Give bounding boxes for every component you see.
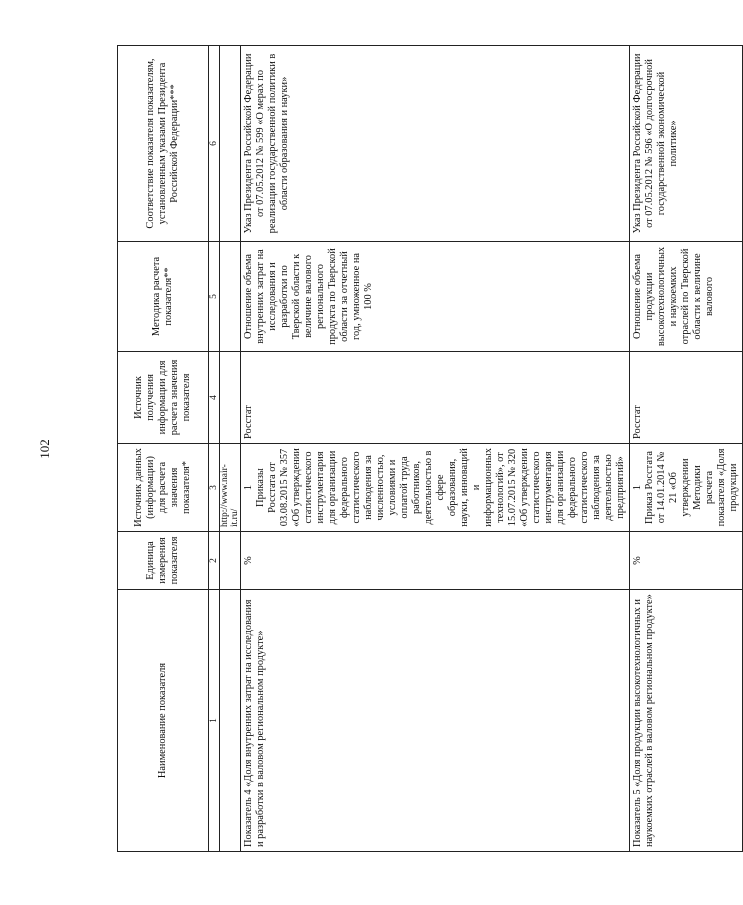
column-number: 2 (209, 532, 220, 590)
url-spacer (220, 590, 241, 852)
url-cell: http://www.nair-it.ru/ (220, 444, 241, 532)
indicator-info-source: Росстат (630, 352, 743, 444)
header-unit: Единица измерения показателя (118, 532, 209, 590)
header-method: Методика расчета показателя** (118, 242, 209, 352)
column-number: 3 (209, 444, 220, 532)
header-data-source: Источник данных (информации) для расчета значения показателя* (118, 444, 209, 532)
header-decree: Соответствие показателя показателям, установленным указами Президента Российской Федерации*** (118, 46, 209, 242)
indicator-method: Отношение объема продукции высокотехнологичных и наукоемких отраслей по Тверской области к величине валового (630, 242, 743, 352)
url-spacer (220, 242, 241, 352)
url-spacer (220, 352, 241, 444)
indicator-decree: Указ Президента Российской Федерации от 07.05.2012 № 596 «О долгосрочной государственной экономической политике» (630, 46, 743, 242)
table-row (241, 46, 630, 852)
column-number-row (209, 46, 220, 852)
header-info-source: Источник получения информации для расчета значения показателя (118, 352, 209, 444)
indicator-unit: % (241, 532, 630, 590)
indicator-unit: % (630, 532, 743, 590)
rotated-table-wrapper (117, 46, 739, 852)
column-number: 4 (209, 352, 220, 444)
indicator-table (117, 45, 743, 852)
url-spacer (220, 46, 241, 242)
column-number: 5 (209, 242, 220, 352)
column-number: 6 (209, 46, 220, 242)
indicator-data-source: 1 Приказ Росстата от 14.01.2014 № 21 «Об утверждении Методики расчета показателя «Доля продукции (630, 444, 743, 532)
url-row (220, 46, 241, 852)
url-spacer (220, 532, 241, 590)
header-row (118, 46, 209, 852)
indicator-method: Отношение объема внутренних затрат на исследования и разработки по Тверской области к величине валового регионального продукта по Тверской области за отчетный год, умноженное на 100 % (241, 242, 630, 352)
indicator-data-source: 1 Приказы Росстата от 03.08.2015 № 357 «Об утверждении статистического инструментария для организации федерального статистического наблюдения за численностью, условиями и оплатой труда работников, деятельностью в сфере образования, науки, инноваций и информационных технологий», от 15.07.2015 № 320 «Об утверждении статистического инструментария для организации федерального статистического наблюдения за деятельностью предприятий» (241, 444, 630, 532)
indicator-decree: Указ Президента Российской Федерации от 07.05.2012 № 599 «О мерах по реализации государственной политики в области образования и науки» (241, 46, 630, 242)
table-sheet (117, 46, 739, 852)
column-number: 1 (209, 590, 220, 852)
indicator-name: Показатель 4 «Доля внутренних затрат на исследования и разработки в валовом региональном продукте» (241, 590, 630, 852)
header-indicator-name: Наименование показателя (118, 590, 209, 852)
page-number: 102 (37, 439, 52, 459)
indicator-name: Показатель 5 «Доля продукции высокотехнологичных и наукоемких отраслей в валовом региональном продукте» (630, 590, 743, 852)
table-row (630, 46, 743, 852)
indicator-info-source: Росстат (241, 352, 630, 444)
